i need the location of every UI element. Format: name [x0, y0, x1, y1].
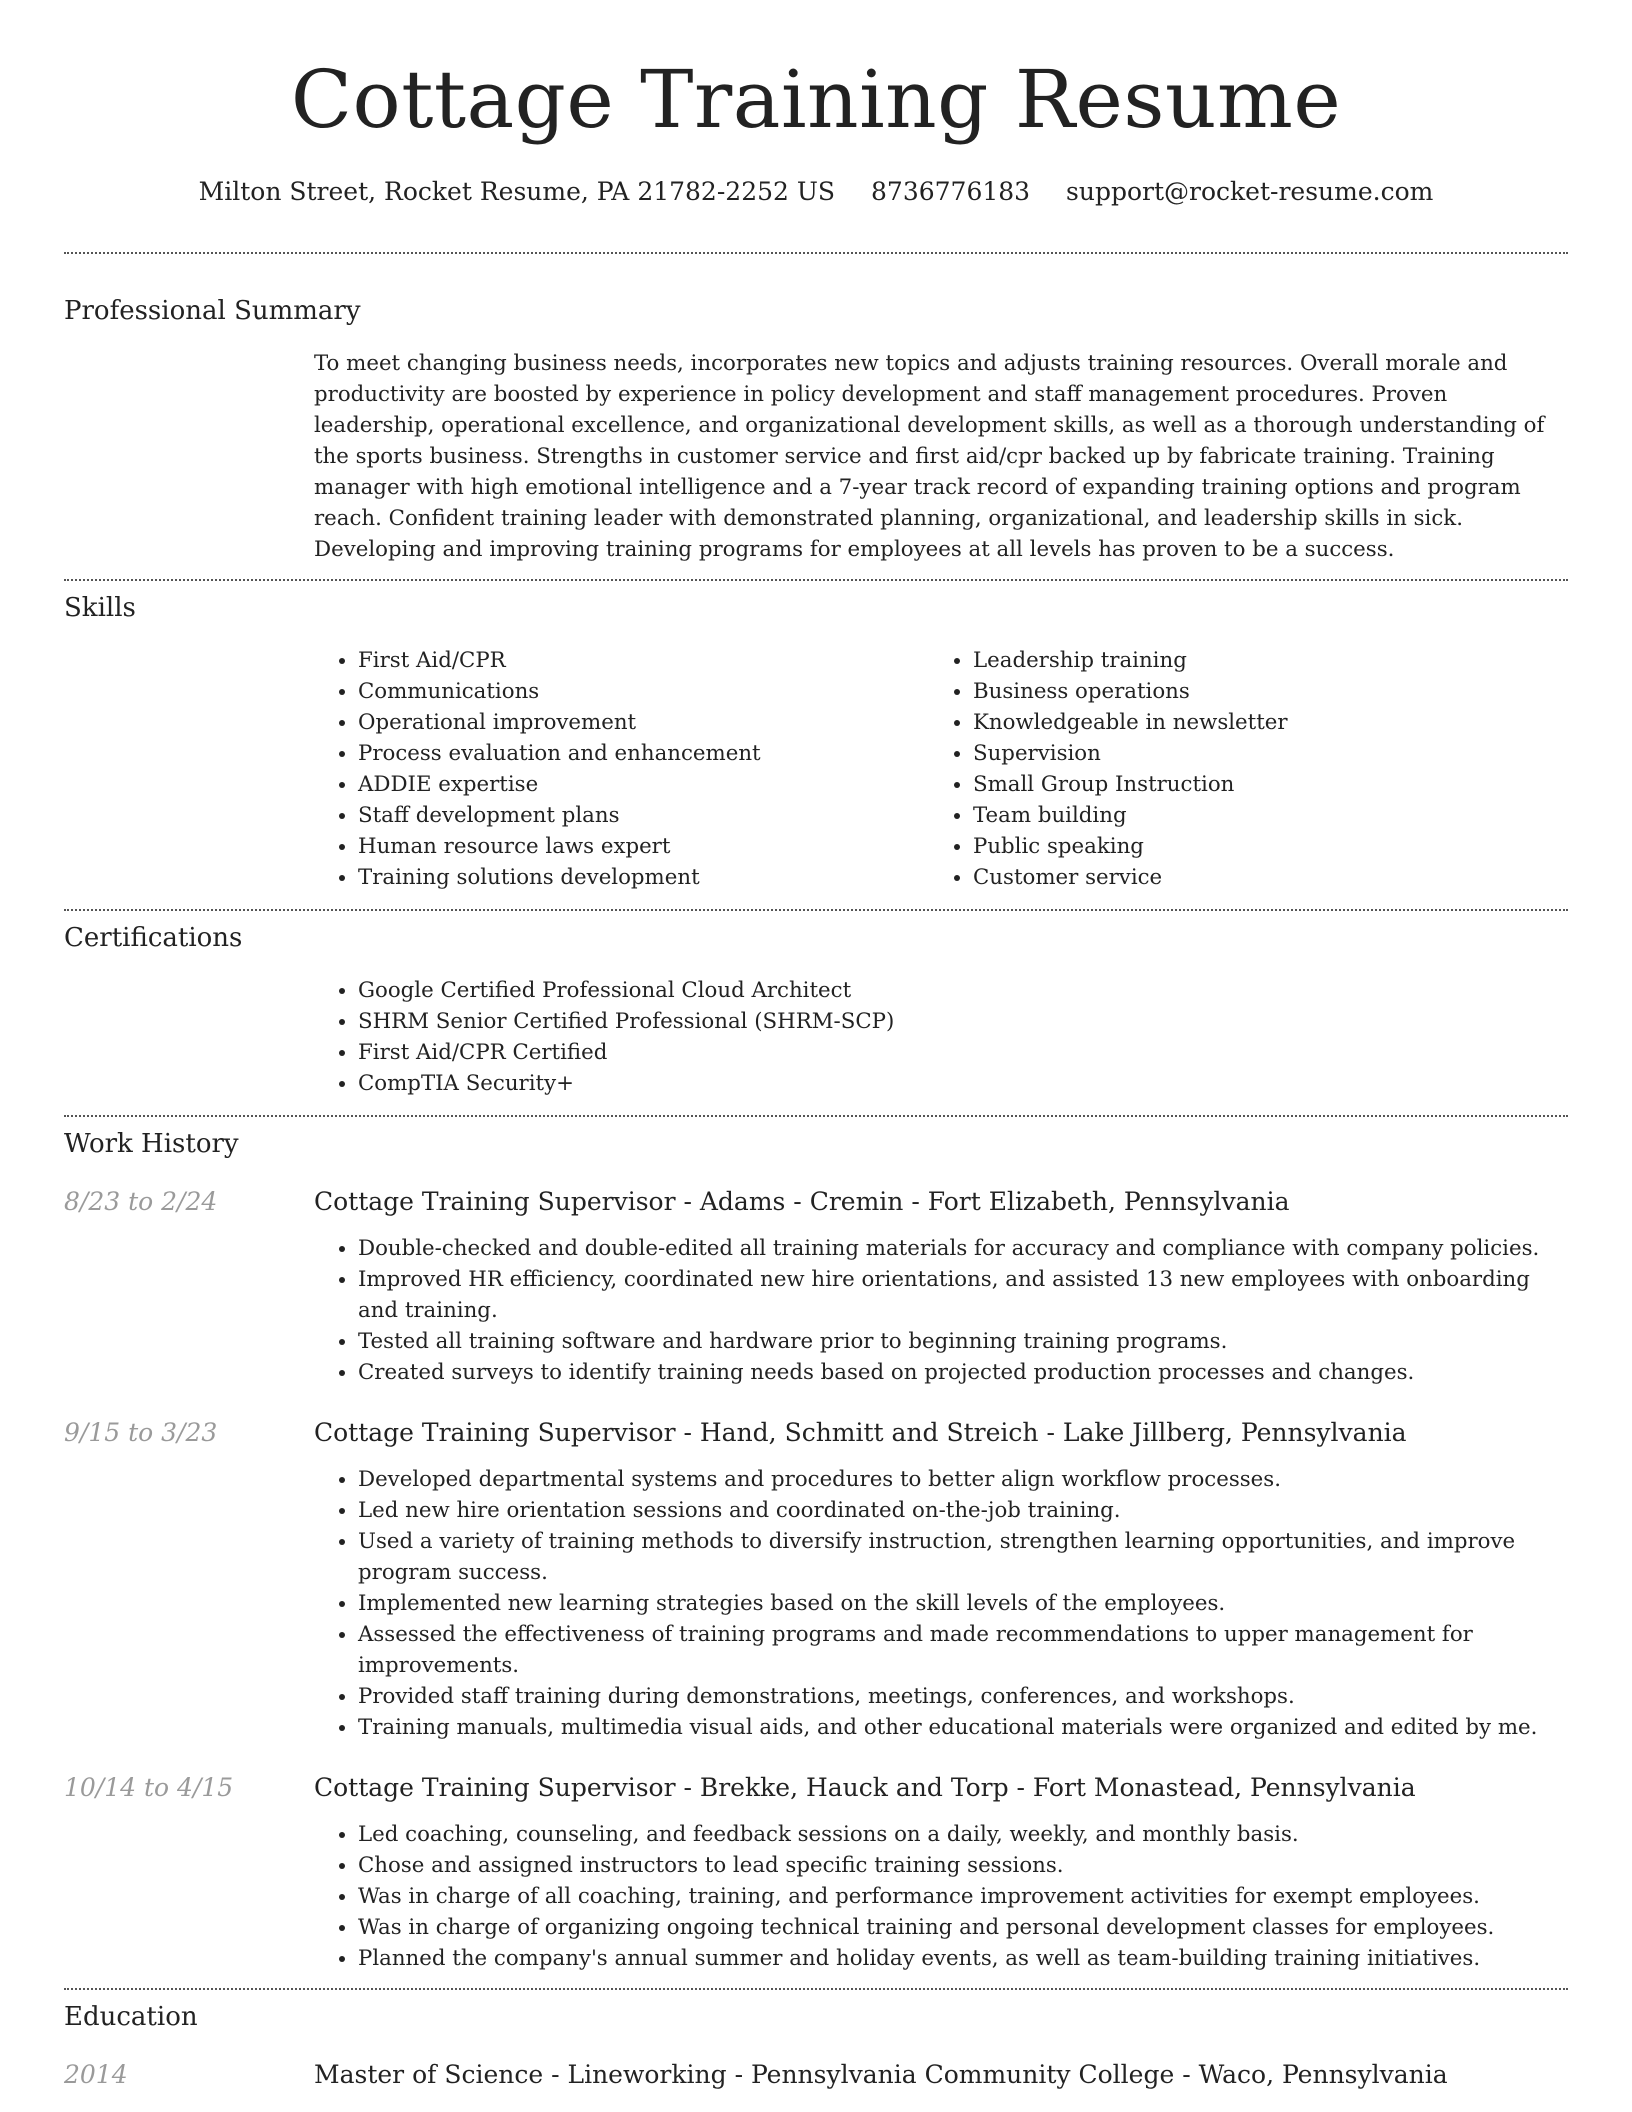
resume-title: Cottage Training Resume [290, 53, 1342, 146]
job-bullet: • Implemented new learning strategies based on the skill levels of the employees. [358, 1588, 1568, 1619]
certifications-list [314, 975, 1568, 1099]
certification-item: • CompTIA Security+ [358, 1068, 1568, 1099]
certification-item: • Google Certified Professional Cloud Architect [358, 975, 1568, 1006]
job-bullet: • Was in charge of organizing ongoing technical training and personal development classes for employees. [358, 1912, 1568, 1943]
section-title-work-history: Work History [64, 1129, 239, 1159]
education-title: Master of Science - Lineworking - Pennsylvania Community College - Waco, Pennsylvania [314, 2060, 1448, 2089]
divider [64, 579, 1568, 581]
job-bullet: • Provided staff training during demonstrations, meetings, conferences, and workshops. [358, 1681, 1568, 1712]
job-entry [64, 1185, 1568, 1388]
job-bullet: • Planned the company's annual summer and holiday events, as well as team-building training initiatives. [358, 1943, 1568, 1974]
skill-item: • Small Group Instruction [973, 769, 1544, 800]
certifications-content [314, 975, 1568, 1099]
skills-grid [314, 645, 1568, 893]
job-bullet: • Tested all training software and hardware prior to beginning training programs. [358, 1326, 1568, 1357]
address-text: Milton Street, Rocket Resume, PA 21782-2252 US [198, 177, 836, 206]
skill-item: • Supervision [973, 738, 1544, 769]
job-title: Cottage Training Supervisor - Adams - Cremin - Fort Elizabeth, Pennsylvania [314, 1187, 1290, 1216]
skill-item: • First Aid/CPR [358, 645, 929, 676]
job-date: 9/15 to 3/23 [64, 1418, 218, 1447]
job-bullet: • Improved HR efficiency, coordinated new hire orientations, and assisted 13 new employees with onboarding and training. [358, 1264, 1568, 1326]
contact-line [64, 174, 1568, 210]
section-title-certifications: Certifications [64, 923, 243, 953]
job-bullet: • Led coaching, counseling, and feedback sessions on a daily, weekly, and monthly basis. [358, 1819, 1568, 1850]
job-date: 10/14 to 4/15 [64, 1773, 234, 1802]
skill-item: • Public speaking [973, 831, 1544, 862]
skill-item: • Team building [973, 800, 1544, 831]
skill-item: • Staff development plans [358, 800, 929, 831]
skills-section [64, 591, 1568, 893]
certification-item: • SHRM Senior Certified Professional (SHRM-SCP) [358, 1006, 1568, 1037]
skill-item: • Leadership training [973, 645, 1544, 676]
skills-list-left [314, 645, 929, 893]
skill-item: • Communications [358, 676, 929, 707]
divider [64, 252, 1568, 254]
education-entry [64, 2058, 1568, 2092]
job-bullet: • Used a variety of training methods to diversify instruction, strengthen learning opportunities, and improve program success. [358, 1526, 1568, 1588]
certifications-section [64, 921, 1568, 1099]
phone-text: 8736776183 [871, 177, 1031, 206]
job-bullet: • Created surveys to identify training needs based on projected production processes and changes. [358, 1357, 1568, 1388]
section-title-summary: Professional Summary [64, 296, 361, 326]
job-bullet: • Led new hire orientation sessions and coordinated on-the-job training. [358, 1495, 1568, 1526]
job-title: Cottage Training Supervisor - Brekke, Hauck and Torp - Fort Monastead, Pennsylvania [314, 1773, 1416, 1802]
skill-item: • Human resource laws expert [358, 831, 929, 862]
certification-item: • First Aid/CPR Certified [358, 1037, 1568, 1068]
work-history-section [64, 1127, 1568, 1974]
job-date: 8/23 to 2/24 [64, 1187, 218, 1216]
summary-text: To meet changing business needs, incorporates new topics and adjusts training resources. Overall morale and productivity are boosted by experience in policy development and staff management procedures. Proven leadership, operational excellence, and organizational development skills, as well as a thorough understanding of the sports business. Strengths in customer service and first aid/cpr backed up by fabricate training. Training manager with high emotional intelligence and a 7-year track record of expanding training options and program reach. Confident training leader with demonstrated planning, organizational, and leadership skills in sick. Developing and improving training programs for employees at all levels has proven to be a success. [314, 351, 1545, 562]
skill-item: • Operational improvement [358, 707, 929, 738]
email-link[interactable]: support@rocket-resume.com [1066, 177, 1434, 206]
skill-item: • ADDIE expertise [358, 769, 929, 800]
job-bullets [314, 1464, 1568, 1743]
section-title-education: Education [64, 2002, 198, 2032]
job-details [314, 1233, 1568, 1388]
job-bullet: • Assessed the effectiveness of training programs and made recommendations to upper management for improvements. [358, 1619, 1568, 1681]
divider [64, 1988, 1568, 1990]
job-entry [64, 1771, 1568, 1974]
job-bullets [314, 1233, 1568, 1388]
education-section [64, 2000, 1568, 2092]
job-bullets [314, 1819, 1568, 1974]
job-bullet: • Was in charge of all coaching, training, and performance improvement activities for exempt employees. [358, 1881, 1568, 1912]
job-bullet: • Chose and assigned instructors to lead specific training sessions. [358, 1850, 1568, 1881]
skill-item: • Knowledgeable in newsletter [973, 707, 1544, 738]
skill-item: • Customer service [973, 862, 1544, 893]
job-bullet: • Training manuals, multimedia visual aids, and other educational materials were organized and edited by me. [358, 1712, 1568, 1743]
summary-section [64, 294, 1568, 565]
skill-item: • Training solutions development [358, 862, 929, 893]
job-bullet: • Developed departmental systems and procedures to better align workflow processes. [358, 1464, 1568, 1495]
job-entry [64, 1416, 1568, 1743]
job-bullet: • Double-checked and double-edited all training materials for accuracy and compliance with company policies. [358, 1233, 1568, 1264]
section-title-skills: Skills [64, 593, 136, 623]
education-date: 2014 [64, 2060, 128, 2089]
divider [64, 1115, 1568, 1117]
job-details [314, 1819, 1568, 1974]
divider [64, 909, 1568, 911]
skill-item: • Business operations [973, 676, 1544, 707]
skill-item: • Process evaluation and enhancement [358, 738, 929, 769]
job-details [314, 1464, 1568, 1743]
skills-list-right [929, 645, 1544, 893]
job-title: Cottage Training Supervisor - Hand, Schmitt and Streich - Lake Jillberg, Pennsylvania [314, 1418, 1407, 1447]
resume-page [64, 0, 1568, 2092]
